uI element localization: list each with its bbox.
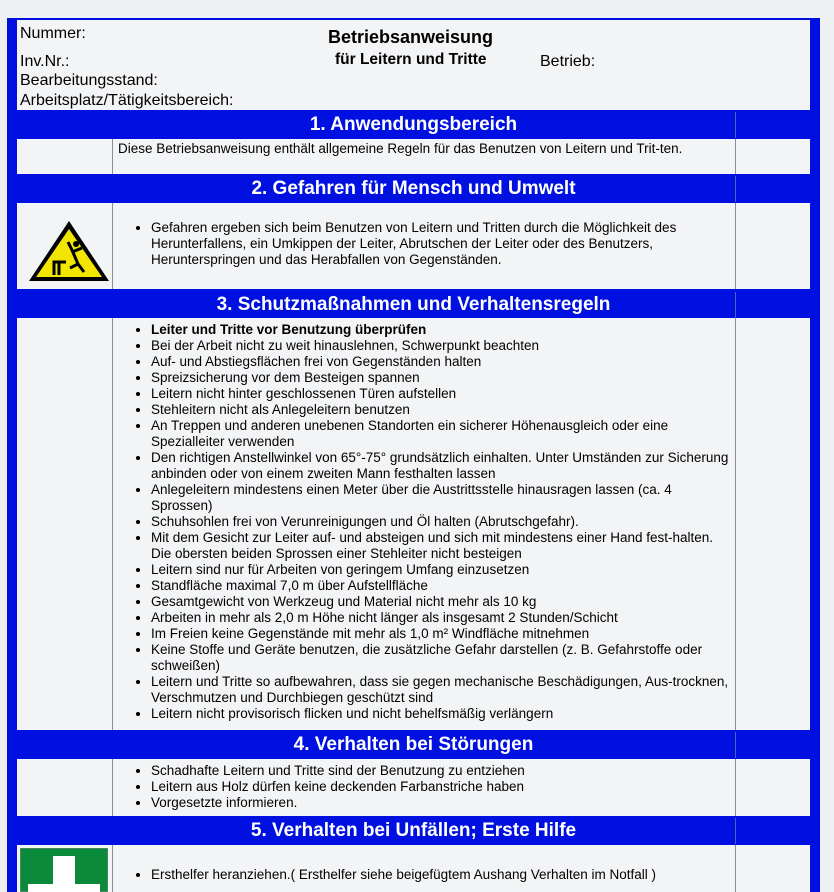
- section-1-header: [17, 112, 810, 138]
- list-item: • Anlegeleitern mindestens einen Meter über die Austrittsstelle hinausragen lassen (ca. 4 Sprossen): [151, 482, 730, 514]
- list-item: • Ersthelfer heranziehen.( Ersthelfer siehe beigefügtem Aushang Verhalten im Notfall ): [151, 867, 730, 883]
- section-2-content: [17, 203, 810, 289]
- list-item: • Leitern sind nur für Arbeiten von geringem Umfang einzusetzen: [151, 562, 730, 578]
- section-5-header: [17, 818, 810, 844]
- list-item: • Schuhsohlen frei von Verunreinigungen und Öl halten (Abrutschgefahr).: [151, 514, 730, 530]
- list-item: • Leitern und Tritte so aufbewahren, dass sie gegen mechanische Beschädigungen, Aus-trocknen, Verschmutzen und Durchbiegen geschützt sind: [151, 674, 730, 706]
- arbeitsplatz-label: Arbeitsplatz/Tätigkeitsbereich:: [20, 92, 234, 109]
- document-frame: [7, 18, 820, 892]
- section-3-content: [17, 318, 810, 730]
- stand-label: Bearbeitungsstand:: [20, 72, 158, 89]
- list-item: • Bei der Arbeit nicht zu weit hinauslehnen, Schwerpunkt beachten: [151, 338, 730, 354]
- list-item: • Schadhafte Leitern und Tritte sind der Benutzung zu entziehen: [151, 763, 730, 779]
- section-4-content: [17, 759, 810, 816]
- list-item: • Mit dem Gesicht zur Leiter auf- und absteigen und sich mit mindestens einer Hand fest-halten. Die obersten beiden Sprossen einer Stehleiter nicht besteigen: [151, 530, 730, 562]
- inv-label: Inv.Nr.:: [20, 53, 70, 70]
- betrieb-label: Betrieb:: [540, 53, 596, 70]
- list-item: • Leitern nicht provisorisch flicken und nicht behelfsmäßig verlängern: [151, 706, 730, 722]
- list-item: • Leitern nicht hinter geschlossenen Türen aufstellen: [151, 386, 730, 402]
- list-item: • Standfläche maximal 7,0 m über Aufstellfläche: [151, 578, 730, 594]
- list-item: • Den richtigen Anstellwinkel von 65°-75° grundsätzlich einhalten. Unter Umständen zur Sicherung anbinden oder von einem zweiten Mann festhalten lassen: [151, 450, 730, 482]
- page-subtitle: für Leitern und Tritte: [335, 51, 487, 68]
- fall-hazard-warning-icon: [26, 218, 112, 284]
- section-2-header: [17, 176, 810, 202]
- list-item: • Keine Stoffe und Geräte benutzen, die zusätzliche Gefahr darstellen (z. B. Gefahrstoffe oder schweißen): [151, 642, 730, 674]
- list-item: • Leiter und Tritte vor Benutzung überprüfen: [151, 322, 730, 338]
- list-item: • Leitern aus Holz dürfen keine deckenden Farbanstriche haben: [151, 779, 730, 795]
- section-1-text: Diese Betriebsanweisung enthält allgemeine Regeln für das Benutzen von Leitern und Trit-ten.: [118, 141, 683, 156]
- list-item: • Vorgesetzte informieren.: [151, 795, 730, 811]
- section-title: 2. Gefahren für Mensch und Umwelt: [251, 178, 576, 199]
- list-item: • Stehleitern nicht als Anlegeleitern benutzen: [151, 402, 730, 418]
- section-title: 3. Schutzmaßnahmen und Verhaltensregeln: [216, 294, 611, 315]
- header-box: [17, 20, 810, 110]
- list-item: • Gesamtgewicht von Werkzeug und Material nicht mehr als 10 kg: [151, 594, 730, 610]
- section-3-header: [17, 292, 810, 318]
- first-aid-sign-icon: [20, 848, 108, 892]
- list-item: • An Treppen und anderen unebenen Standorten ein sicherer Höhenausgleich oder eine Spezialleiter verwenden: [151, 418, 730, 450]
- page-title: Betriebsanweisung: [328, 27, 494, 47]
- nummer-label: Nummer:: [20, 25, 86, 42]
- section-title: 5. Verhalten bei Unfällen; Erste Hilfe: [250, 820, 577, 841]
- list-item: • Im Freien keine Gegenstände mit mehr als 1,0 m² Windfläche mitnehmen: [151, 626, 730, 642]
- list-item: • Auf- und Abstiegsflächen frei von Gegenständen halten: [151, 354, 730, 370]
- section-1-content: [17, 139, 810, 174]
- section-title: 1. Anwendungsbereich: [309, 114, 518, 135]
- section-title: 4. Verhalten bei Störungen: [293, 734, 534, 755]
- list-item: • Gefahren ergeben sich beim Benutzen von Leitern und Tritten durch die Möglichkeit des Herunterfallens, ein Umkippen der Leiter, Abrutschen der Leiter oder des Benutzers, Herunterspringen und das Herabfallen von Gegenständen.: [151, 220, 730, 268]
- list-item: • Arbeiten in mehr als 2,0 m Höhe nicht länger als insgesamt 2 Stunden/Schicht: [151, 610, 730, 626]
- list-item: • Spreizsicherung vor dem Besteigen spannen: [151, 370, 730, 386]
- section-5-content: [17, 845, 810, 892]
- section-4-header: [17, 732, 810, 758]
